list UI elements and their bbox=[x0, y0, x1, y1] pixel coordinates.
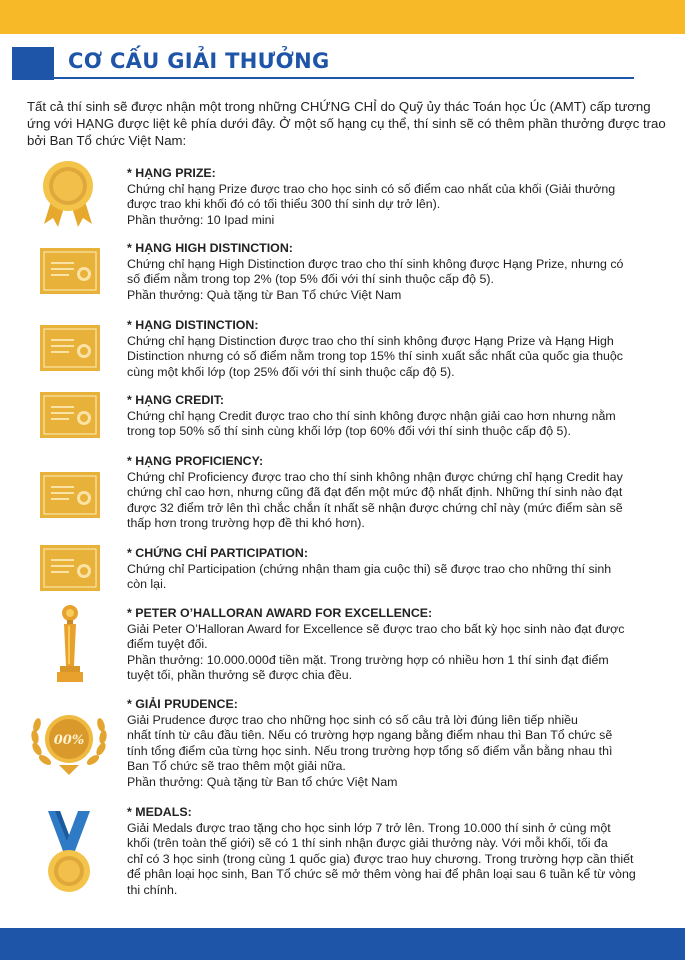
award-line: Chứng chỉ hạng Credit được trao cho thí sinh không được nhận giải cao hơn nhưng nằm bbox=[127, 408, 616, 423]
award-line: trong top 50% số thí sinh cùng khối lớp (top 60% đối với thí sinh thuộc cấp độ 5). bbox=[127, 424, 571, 438]
award-heading: * HẠNG PROFICIENCY: bbox=[127, 454, 264, 468]
intro-paragraph: Tất cả thí sinh sẽ được nhận một trong những CHỨNG CHỈ do Quỹ ủy thác Toán học Úc (AMT) cấp tương ứng với HẠNG được liệt kê phía dưới đây. Ở một số hạng cụ thể, thí sinh sẽ có thêm phần thưởng được trao bởi Ban Tổ chức Việt Nam: bbox=[27, 99, 666, 148]
award-text bbox=[127, 241, 667, 303]
title-underline bbox=[12, 77, 634, 79]
award-line: Chứng chỉ hạng Prize được trao cho học sinh có số điểm cao nhất của khối (Giải thưởng bbox=[127, 181, 616, 196]
award-body bbox=[127, 470, 667, 532]
award-line: Chứng chỉ Proficiency được trao cho thí sinh không nhận được chứng chỉ hạng Credit hay bbox=[127, 469, 623, 484]
award-heading: * HẠNG HIGH DISTINCTION: bbox=[127, 241, 293, 255]
medal-icon bbox=[46, 811, 92, 895]
certificate-icon bbox=[40, 325, 100, 371]
award-line: Chứng chỉ hạng Distinction được trao cho thí sinh không được Hạng Prize và Hạng High bbox=[127, 333, 614, 348]
award-text bbox=[127, 166, 667, 228]
title-accent-block bbox=[12, 47, 54, 80]
laurel-medal-icon bbox=[29, 705, 109, 777]
award-line: số điểm nằm trong top 2% (top 5% đối với thí sinh thuộc cấp độ 5). bbox=[127, 272, 494, 286]
top-accent-bar bbox=[0, 0, 685, 34]
certificate-icon bbox=[40, 545, 100, 591]
award-line: khối (trên toàn thế giới) sẽ có 1 thí sinh nhận được giải thưởng này. Với mỗi khối, tối đa bbox=[127, 836, 608, 850]
award-heading: * PETER O’HALLORAN AWARD FOR EXCELLENCE: bbox=[127, 606, 433, 620]
award-text bbox=[127, 606, 667, 684]
badge-percent-text: 00% bbox=[53, 733, 85, 748]
award-line: thấp hơn trong trường hợp đề thi khó hơn). bbox=[127, 516, 365, 530]
page-title: CƠ CẤU GIẢI THƯỞNG bbox=[68, 49, 330, 73]
award-text bbox=[127, 546, 667, 593]
award-line: thi chính. bbox=[127, 882, 178, 897]
award-line: được 32 điểm trở lên thì chắc chắn ít nhất sẽ nhận được chứng chỉ này (mức điểm sàn sẽ bbox=[127, 500, 623, 515]
award-line: còn lại. bbox=[127, 577, 167, 591]
award-line: chứng chỉ cao hơn, nhưng cũng đã đạt đến một mức độ nhất định. Những thí sinh nào đạt bbox=[127, 485, 623, 499]
award-heading: * HẠNG CREDIT: bbox=[127, 393, 225, 407]
award-line: Chứng chỉ Participation (chứng nhận tham gia cuộc thi) sẽ được trao cho những thí sinh bbox=[127, 561, 612, 576]
bottom-accent-bar bbox=[0, 928, 685, 960]
award-line: Phần thưởng: Quà tặng từ Ban Tổ chức Việt Nam bbox=[127, 287, 402, 302]
award-body bbox=[127, 622, 667, 684]
award-text bbox=[127, 805, 667, 898]
award-line: chỉ có 3 học sinh (trong cùng 1 quốc gia) được trao huy chương. Trong trường hợp cần thiết bbox=[127, 851, 634, 866]
award-line: được trao khi khối đó có tối thiểu 300 thí sinh dự trở lên). bbox=[127, 197, 441, 211]
award-line: Distinction nhưng có số điểm nằm trong top 15% thí sinh xuất sắc nhất của quốc gia thuộc bbox=[127, 349, 623, 363]
award-line: Giải Peter O’Halloran Award for Excellence sẽ được trao cho bất kỳ học sinh nào đạt được bbox=[127, 621, 625, 636]
award-text bbox=[127, 318, 667, 380]
award-body bbox=[127, 182, 667, 229]
award-text bbox=[127, 697, 667, 790]
award-line: để phân loại học sinh, Ban Tổ chức sẽ mở thêm vòng hai để phân loại sau 6 tuần kể từ vòng bbox=[127, 867, 636, 881]
award-body bbox=[127, 713, 667, 791]
award-text bbox=[127, 393, 667, 440]
award-body bbox=[127, 821, 667, 899]
certificate-icon bbox=[40, 392, 100, 438]
award-body bbox=[127, 562, 667, 593]
rosette-award-icon bbox=[38, 160, 98, 228]
award-line: nhất tính từ câu đầu tiên. Nếu có trường hợp ngang bằng điểm nhau thì Ban Tổ chức sẽ bbox=[127, 728, 613, 742]
award-line: Giải Prudence được trao cho những học sinh có số câu trả lời đúng liên tiếp nhiều bbox=[127, 712, 578, 727]
award-line: tính tổng điểm của từng học sinh. Nếu trong trường hợp tổng số điểm vẫn bằng nhau thì bbox=[127, 743, 613, 758]
award-line: điểm tuyệt đối. bbox=[127, 637, 208, 651]
award-line: Giải Medals được trao tặng cho học sinh lớp 7 trở lên. Trong 10.000 thí sinh ở cùng một bbox=[127, 820, 611, 835]
award-heading: * HẠNG PRIZE: bbox=[127, 166, 216, 180]
award-heading: * CHỨNG CHỈ PARTICIPATION: bbox=[127, 546, 308, 560]
award-heading: * GIẢI PRUDENCE: bbox=[127, 697, 238, 711]
award-text bbox=[127, 454, 667, 532]
award-body bbox=[127, 257, 667, 304]
award-heading: * MEDALS: bbox=[127, 805, 192, 819]
award-line: Phần thưởng: 10.000.000đ tiền mặt. Trong trường hợp có nhiều hơn 1 thí sinh đạt điểm bbox=[127, 652, 609, 667]
award-body bbox=[127, 409, 667, 440]
award-line: Chứng chỉ hạng High Distinction được trao cho thí sinh không được Hạng Prize, nhưng có bbox=[127, 256, 624, 271]
award-line: Ban Tổ chức sẽ trao thêm một giải nữa. bbox=[127, 759, 346, 773]
award-heading: * HẠNG DISTINCTION: bbox=[127, 318, 259, 332]
trophy-icon bbox=[54, 604, 86, 684]
certificate-icon bbox=[40, 248, 100, 294]
award-body bbox=[127, 334, 667, 381]
certificate-icon bbox=[40, 472, 100, 518]
section-title bbox=[12, 47, 634, 80]
award-line: cùng một khối lớp (top 25% đối với thí sinh thuộc cấp độ 5). bbox=[127, 364, 455, 379]
award-line: tuyệt tối, phần thưởng sẽ được chia đều. bbox=[127, 668, 353, 682]
award-line: Phần thưởng: Quà tặng từ Ban tổ chức Việt Nam bbox=[127, 774, 398, 789]
award-line: Phần thưởng: 10 Ipad mini bbox=[127, 212, 275, 227]
